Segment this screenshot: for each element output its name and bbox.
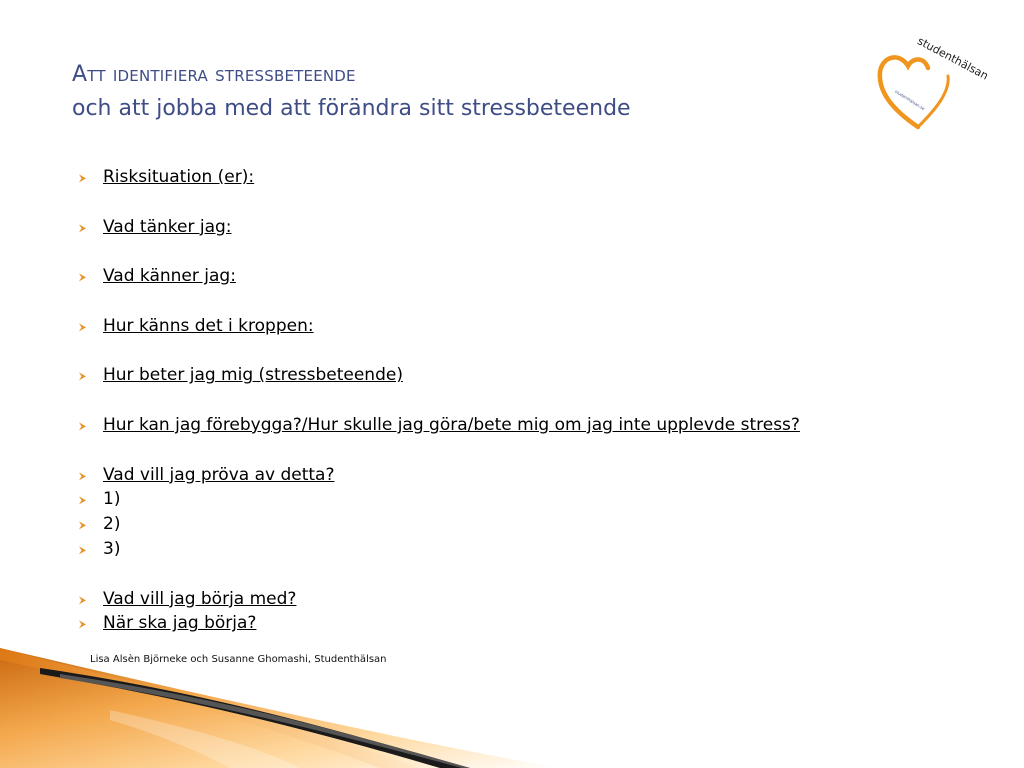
arrow-bullet-icon	[78, 587, 88, 612]
bullet-item	[78, 512, 800, 537]
bullet-text: Vad vill jag pröva av detta?	[103, 464, 335, 485]
bullet-item	[78, 215, 800, 240]
arrow-bullet-icon	[78, 512, 88, 537]
logo-tagline: studenthälsan.se	[894, 88, 926, 112]
list-spacer	[78, 388, 800, 413]
bullet-item	[78, 314, 800, 339]
arrow-bullet-icon	[78, 363, 88, 388]
bullet-text: 2)	[103, 514, 121, 535]
list-spacer	[78, 562, 800, 587]
bullet-item	[78, 363, 800, 388]
arrow-bullet-icon	[78, 314, 88, 339]
footer-credit: Lisa Alsèn Björneke och Susanne Ghomashi, Studenthälsan	[90, 654, 387, 665]
arrow-bullet-icon	[78, 487, 88, 512]
bullet-item	[78, 413, 800, 438]
bullet-text: Hur beter jag mig (stressbeteende)	[103, 365, 403, 386]
bullet-text: Hur kan jag förebygga?/Hur skulle jag göra/bete mig om jag inte upplevde stress?	[103, 414, 800, 435]
bullet-item	[78, 587, 800, 612]
arrow-bullet-icon	[78, 165, 88, 190]
studenthalsan-logo	[866, 34, 991, 134]
bullet-item	[78, 487, 800, 512]
bullet-item	[78, 165, 800, 190]
list-spacer	[78, 289, 800, 314]
list-spacer	[78, 239, 800, 264]
arrow-bullet-icon	[78, 264, 88, 289]
bullet-text: Hur känns det i kroppen:	[103, 315, 314, 336]
bullet-text: Vad vill jag börja med?	[103, 588, 297, 609]
bullet-item	[78, 264, 800, 289]
bullet-list	[78, 165, 800, 636]
arrow-bullet-icon	[78, 611, 88, 636]
bullet-text: Vad känner jag:	[103, 266, 236, 287]
list-spacer	[78, 190, 800, 215]
slide-title	[72, 58, 631, 126]
arrow-bullet-icon	[78, 215, 88, 240]
decorative-swoosh	[0, 640, 1024, 768]
arrow-bullet-icon	[78, 463, 88, 488]
arrow-bullet-icon	[78, 413, 88, 438]
bullet-text: Risksituation (er):	[103, 167, 255, 187]
bullet-item	[78, 537, 800, 562]
logo-wordmark: studenthälsan	[915, 34, 991, 83]
title-line-2: och att jobba med att förändra sitt stressbeteende	[72, 96, 631, 121]
bullet-text: 1)	[103, 489, 121, 510]
bullet-text: Vad tänker jag:	[103, 216, 232, 237]
bullet-text: När ska jag börja?	[103, 613, 257, 634]
list-spacer	[78, 438, 800, 463]
arrow-bullet-icon	[78, 537, 88, 562]
title-line-1: Att identifiera stressbeteende	[72, 62, 356, 87]
bullet-item	[78, 611, 800, 636]
list-spacer	[78, 339, 800, 364]
bullet-item	[78, 463, 800, 488]
bullet-text: 3)	[103, 538, 121, 559]
